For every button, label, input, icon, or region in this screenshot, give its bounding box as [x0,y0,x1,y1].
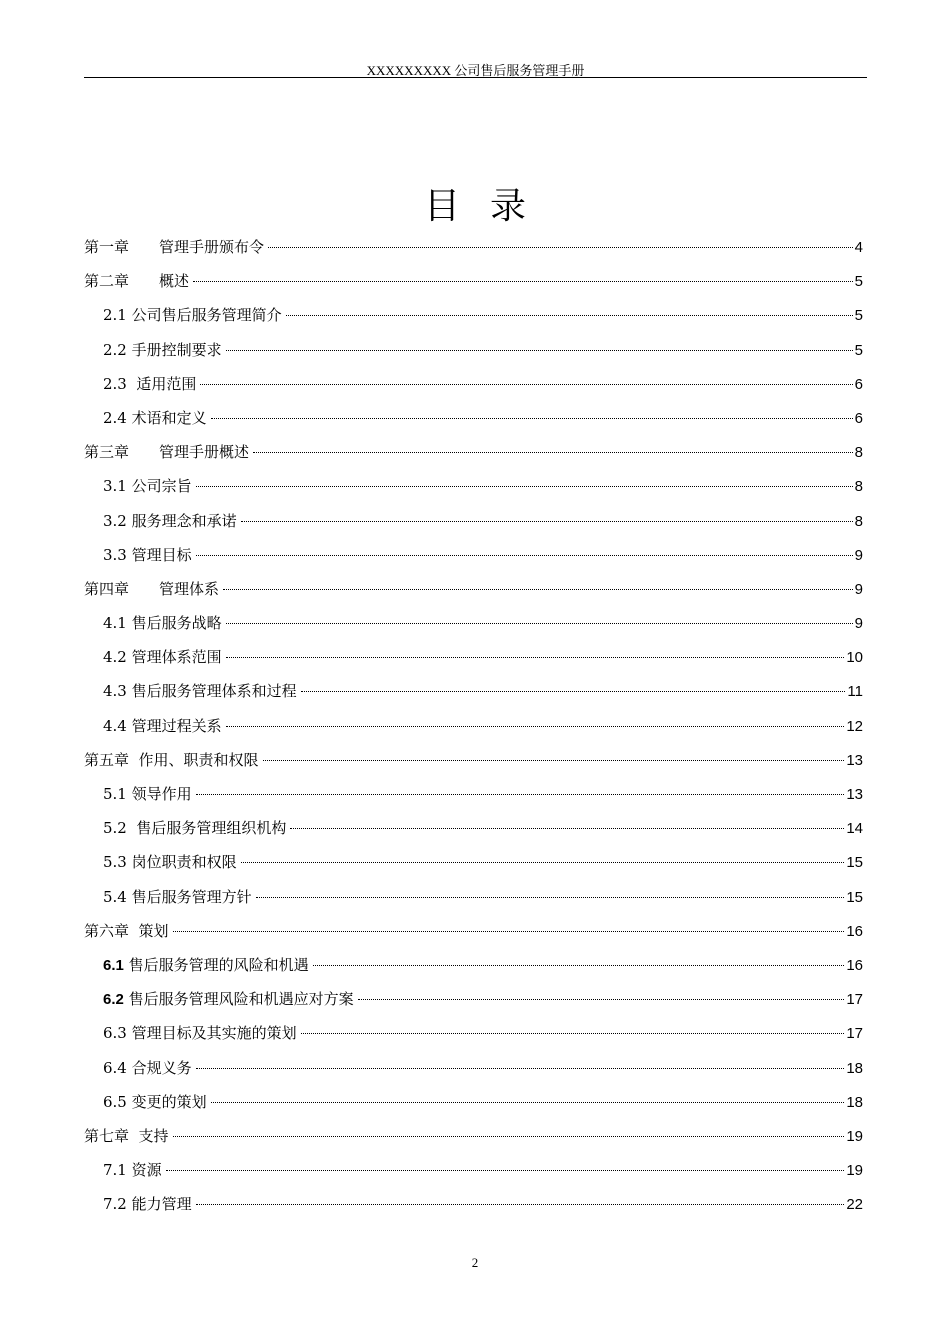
toc-entry-page: 18 [846,1059,863,1077]
toc-entry-page: 22 [846,1196,863,1214]
toc-dot-leader [211,1102,845,1103]
toc-dot-leader [358,999,845,1000]
toc-entry-page: 4 [854,239,863,256]
toc-dot-leader [211,418,853,419]
toc-dot-leader [196,1204,845,1205]
toc-entry[interactable] [84,914,863,948]
toc-entry-label: 5.3 岗位职责和权限 [103,853,237,872]
toc-dot-leader [173,1136,845,1137]
toc-entry-number: 6.1 [103,956,124,974]
toc-entry-label: 售后服务管理的风险和机遇 [123,955,309,974]
toc-dot-leader [268,247,853,248]
toc-entry[interactable] [84,743,863,777]
toc-entry-page: 9 [854,546,863,564]
toc-entry[interactable] [84,572,863,606]
table-of-contents [84,230,863,1221]
toc-entry-label: 2.4 术语和定义 [103,408,207,427]
toc-entry-page: 11 [847,683,863,701]
toc-entry[interactable] [84,298,863,332]
toc-dot-leader [196,486,853,487]
toc-entry-page: 14 [846,820,863,838]
toc-entry[interactable] [84,948,863,982]
toc-entry-label: 7.1 资源 [103,1161,162,1180]
toc-entry-page: 6 [854,409,863,427]
toc-entry[interactable] [84,777,863,811]
toc-entry-label: 6.3 管理目标及其实施的策划 [103,1024,297,1043]
toc-dot-leader [226,623,853,624]
toc-entry-page: 8 [854,444,863,462]
toc-entry-label: 6.5 变更的策划 [103,1092,207,1111]
toc-entry-page: 13 [846,786,863,803]
page-header: XXXXXXXXX 公司售后服务管理手册 [366,63,585,78]
toc-dot-leader [173,931,845,932]
toc-dot-leader [193,281,853,282]
toc-entry-label: 6.4 合规义务 [103,1058,192,1077]
toc-entry-label: 售后服务管理风险和机遇应对方案 [123,990,354,1009]
toc-title: 目录 [423,186,556,227]
toc-entry[interactable] [84,435,863,469]
toc-dot-leader [226,350,853,351]
toc-dot-leader [196,794,845,795]
toc-entry-page: 19 [846,1127,863,1145]
toc-entry-label: 5.2 售后服务管理组织机构 [103,819,287,838]
toc-dot-leader [166,1170,845,1171]
toc-dot-leader [196,1068,845,1069]
toc-entry-page: 9 [854,615,863,633]
toc-entry[interactable] [84,845,863,879]
toc-entry-label: 3.1 公司宗旨 [103,477,192,496]
toc-entry[interactable] [84,469,863,503]
toc-dot-leader [263,760,845,761]
toc-entry-label: 4.4 管理过程关系 [103,716,222,735]
toc-entry[interactable] [84,1085,863,1119]
toc-entry-label: 3.2 服务理念和承诺 [103,511,237,530]
toc-entry[interactable] [84,709,863,743]
toc-entry-label: 2.3 适用范围 [103,374,197,393]
toc-entry[interactable] [84,606,863,640]
toc-entry[interactable] [84,880,863,914]
toc-entry[interactable] [84,230,863,264]
toc-entry[interactable] [84,1187,863,1221]
toc-dot-leader [226,657,845,658]
toc-entry-label: 7.2 能力管理 [103,1195,192,1214]
toc-entry[interactable] [84,401,863,435]
toc-entry-page: 5 [854,273,863,291]
toc-entry[interactable] [84,1153,863,1187]
toc-entry-page: 17 [846,1025,863,1043]
toc-dot-leader [286,315,853,316]
toc-dot-leader [290,828,844,829]
toc-entry-page: 15 [846,888,863,906]
toc-entry[interactable] [84,367,863,401]
toc-dot-leader [313,965,845,966]
toc-entry-label: 4.2 管理体系范围 [103,648,222,667]
toc-entry-number: 6.2 [103,991,124,1009]
toc-entry-label: 第一章 管理手册颁布令 [84,238,265,256]
toc-entry-page: 9 [854,580,863,598]
toc-dot-leader [301,1033,845,1034]
toc-entry-page: 16 [846,922,863,940]
toc-entry[interactable] [84,538,863,572]
toc-dot-leader [196,555,853,556]
toc-entry-page: 15 [846,854,863,872]
toc-dot-leader [241,862,845,863]
toc-entry-page: 13 [846,751,863,769]
toc-entry-page: 8 [854,478,863,496]
toc-entry-page: 19 [846,1162,863,1180]
toc-entry[interactable] [84,1016,863,1050]
toc-dot-leader [241,521,853,522]
toc-entry-label: 第三章 管理手册概述 [84,443,250,462]
toc-entry-page: 6 [854,375,863,393]
toc-entry-label: 5.4 售后服务管理方针 [103,887,252,906]
toc-entry-page: 16 [846,956,863,974]
toc-entry[interactable] [84,264,863,298]
toc-entry[interactable] [84,674,863,708]
toc-entry-label: 第二章 概述 [84,272,190,291]
toc-entry-label: 第六章 策划 [84,921,169,940]
toc-entry[interactable] [84,504,863,538]
toc-entry-label: 5.1 领导作用 [103,785,192,803]
toc-entry-page: 5 [854,341,863,359]
toc-dot-leader [223,589,853,590]
toc-entry-page: 12 [846,717,863,735]
toc-entry[interactable] [84,640,863,674]
toc-dot-leader [200,384,852,385]
page-number: 2 [471,1255,479,1270]
toc-entry[interactable] [84,1051,863,1085]
toc-dot-leader [301,691,846,692]
toc-entry-label: 2.2 手册控制要求 [103,340,222,359]
toc-entry-page: 17 [846,991,863,1009]
toc-dot-leader [256,897,845,898]
toc-dot-leader [226,726,845,727]
toc-entry[interactable] [84,982,863,1016]
toc-entry-label: 第五章 作用、职责和权限 [84,750,259,769]
toc-entry-label: 第七章 支持 [84,1126,169,1145]
toc-entry-page: 18 [846,1093,863,1111]
toc-dot-leader [253,452,853,453]
toc-entry-page: 10 [846,649,863,667]
toc-entry-label: 4.1 售后服务战略 [103,614,222,633]
toc-entry-label: 3.3 管理目标 [103,545,192,564]
toc-entry[interactable] [84,1119,863,1153]
toc-entry-page: 8 [854,512,863,530]
toc-entry[interactable] [84,811,863,845]
toc-entry[interactable] [84,333,863,367]
toc-entry-label: 2.1 公司售后服务管理简介 [103,306,282,325]
toc-entry-page: 5 [854,307,863,325]
header-rule [84,77,867,78]
toc-entry-label: 4.3 售后服务管理体系和过程 [103,682,297,701]
toc-entry-label: 第四章 管理体系 [84,579,220,598]
